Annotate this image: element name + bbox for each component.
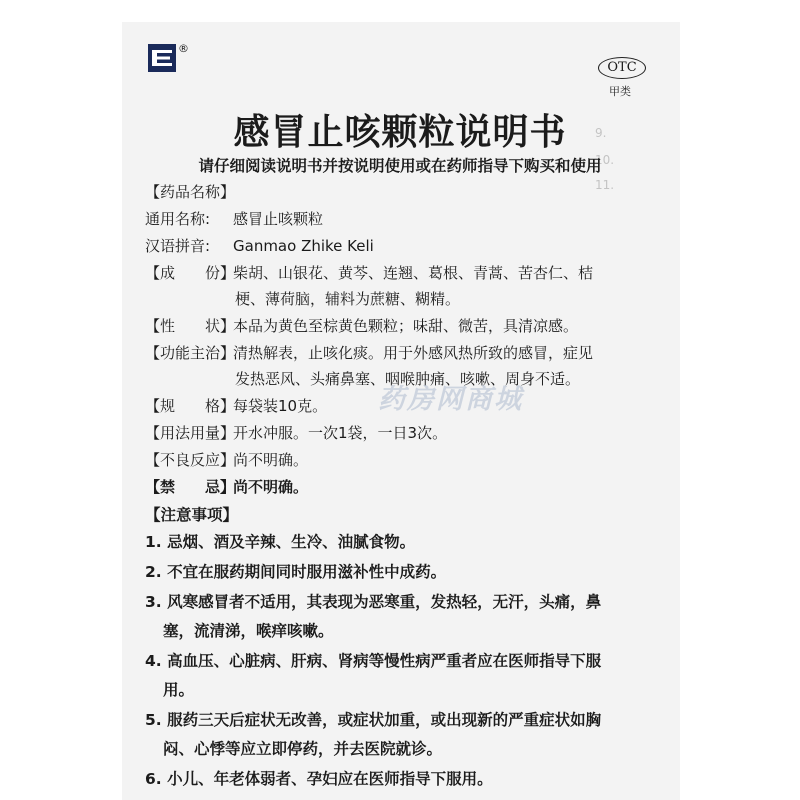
usage-value: 开水冲服。一次1袋，一日3次。 (233, 424, 448, 442)
otc-category: 甲类 (609, 85, 631, 98)
usage-label: 【用法用量】 (145, 424, 236, 442)
adverse-label: 【不良反应】 (145, 451, 236, 469)
function-value-cont: 发热恶风、头痛鼻塞、咽喉肿痛、咳嗽、周身不适。 (235, 370, 581, 388)
ingredients-row (145, 262, 593, 283)
ingredients-label: 【成 份】 (145, 264, 236, 282)
appearance-row (145, 315, 578, 336)
note-item: 5. 服药三天后症状无改善，或症状加重，或出现新的严重症状如胸 (145, 711, 602, 729)
usage-row (145, 422, 447, 443)
spec-row (145, 395, 327, 416)
bleed-through-text: 9. (595, 126, 607, 140)
note-item: 3. 风寒感冒者不适用，其表现为恶寒重，发热轻，无汗，头痛，鼻 (145, 593, 602, 611)
contraindication-label: 【禁 忌】 (145, 478, 236, 496)
spec-value: 每袋装10克。 (233, 397, 328, 415)
pinyin-row (145, 235, 374, 256)
appearance-value: 本品为黄色至棕黄色颗粒；味甜、微苦，具清凉感。 (233, 317, 579, 335)
registered-mark: ® (178, 42, 189, 55)
function-row (145, 342, 593, 363)
generic-name-label: 通用名称: (145, 210, 211, 228)
notes-heading: 【注意事项】 (145, 506, 239, 524)
contraindication-value: 尚不明确。 (233, 478, 309, 496)
note-item: 2. 不宜在服药期间同时服用滋补性中成药。 (145, 563, 447, 581)
brand-logo-icon (148, 44, 176, 72)
page-title: 感冒止咳颗粒说明书 (233, 112, 567, 153)
watermark: 药房网商城 (378, 384, 523, 415)
note-item: 4. 高血压、心脏病、肝病、肾病等慢性病严重者应在医师指导下服 (145, 652, 602, 670)
note-item-cont: 用。 (163, 681, 195, 699)
ingredients-value: 柴胡、山银花、黄芩、连翘、葛根、青蒿、苦杏仁、桔 (233, 264, 594, 282)
note-item-cont: 闷、心悸等应立即停药，并去医院就诊。 (163, 740, 443, 758)
adverse-value: 尚不明确。 (233, 451, 309, 469)
note-item: 1. 忌烟、酒及辛辣、生冷、油腻食物。 (145, 533, 416, 551)
pinyin-value: Ganmao Zhike Keli (233, 237, 374, 255)
otc-badge: OTC (598, 57, 646, 79)
generic-name-row (145, 208, 323, 229)
note-item: 6. 小儿、年老体弱者、孕妇应在医师指导下服用。 (145, 770, 493, 788)
spec-label: 【规 格】 (145, 397, 236, 415)
note-item-cont: 塞，流清涕，喉痒咳嗽。 (163, 622, 334, 640)
appearance-label: 【性 状】 (145, 317, 236, 335)
generic-name-value: 感冒止咳颗粒 (233, 210, 324, 228)
adverse-row (145, 449, 308, 470)
contraindication-row (145, 476, 308, 497)
bleed-through-text: 10. (595, 153, 615, 167)
function-label: 【功能主治】 (145, 344, 236, 362)
page-subtitle: 请仔细阅读说明书并按说明使用或在药师指导下购买和使用 (198, 157, 602, 175)
function-value: 清热解表，止咳化痰。用于外感风热所致的感冒，症见 (233, 344, 594, 362)
pinyin-label: 汉语拼音: (145, 237, 211, 255)
ingredients-value-cont: 梗、薄荷脑，辅料为蔗糖、糊精。 (235, 290, 461, 308)
bleed-through-text: 11. (595, 178, 615, 192)
drug-name-heading: 【药品名称】 (145, 183, 236, 201)
